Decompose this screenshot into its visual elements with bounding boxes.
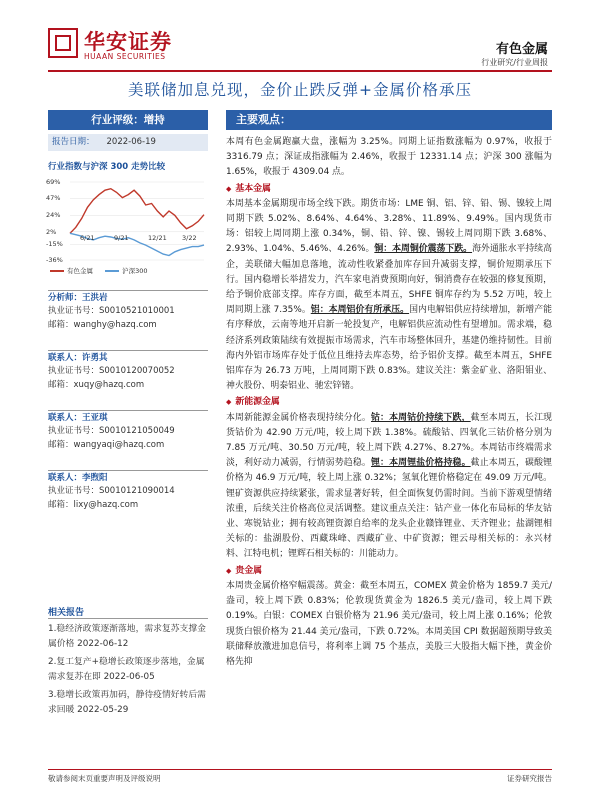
index-chart bbox=[44, 176, 210, 276]
license-number: 执业证书号：S0010120070052 bbox=[48, 366, 175, 376]
analyst-role: 联系人：王亚琪 bbox=[48, 410, 208, 424]
license-number: 执业证书号：S0010121090014 bbox=[48, 486, 175, 496]
series-line-0 bbox=[70, 189, 204, 234]
y-tick-label: -15% bbox=[46, 240, 63, 249]
report-type: 行业研究/行业周报 bbox=[481, 58, 548, 67]
report-date: 2022-06-19 bbox=[106, 137, 156, 147]
related-item[interactable]: 2.复工复产+稳增长政策逐步落地，金属需求复苏在即 2022-06-05 bbox=[48, 657, 205, 682]
legend-item-sector bbox=[50, 267, 93, 275]
analyst-role: 联系人：许勇其 bbox=[48, 350, 208, 364]
report-date-row bbox=[48, 134, 208, 151]
analyst-role: 分析师：王洪岩 bbox=[48, 290, 208, 304]
analyst-role: 联系人：李煦阳 bbox=[48, 470, 208, 484]
email-link[interactable]: 邮箱：xuqy@hazq.com bbox=[48, 380, 145, 390]
base-metals-paragraph: 本周基本金属期现市场全线下跌。期货市场：LME 铜、铝、锌、铅、锡、镍较上周同期下跌 5.02%、8.64%、4.64%、3.28%、11.89%、9.49%。国内现货市场：铝较上周同期上涨 0.34%，铜、铅、锌、镍、锡较上周同期下跌 3.68%、2.93%、1.04%、5.46%、4.26%。铜：本周铜价震荡下跌。海外通胀水平持续高企，美联储大幅加息落地，流动性收紧叠加库存回升减弱支撑，铜价短期承压下行。国内稳增长举措发力，汽车家电消费预期向好，铜消费存在较强的修复预期，给予铜价底部支撑。库存方面，截至本周五，SHFE 铜库存约为 5.52 万吨，较上周同期上涨 7.35%。铝：本周铝价有所承压。国内电解铝供应持续增加，新增产能有序释放，云南等地开启新一轮投复产，电解铝供应流动性有望增加。需求端，稳经济系列政策陆续有效提振市场需求，汽车市场整体回升，基建仍维持韧性。目前海内外铝市场库存处于低位且维持去库态势，给予铝价支撑。截至本周五，SHFE 铝库存为 26.73 万吨，上周同期下跌 0.83%。建议关注：紫金矿业、洛阳钼业、神火股份、明泰铝业、驰宏锌锗。 bbox=[226, 198, 553, 392]
related-head: 相关报告 bbox=[48, 605, 208, 619]
section-heading: ◆ 贵金属 bbox=[226, 565, 263, 576]
x-tick-label: 6/21 bbox=[80, 233, 95, 242]
y-tick-label: 47% bbox=[46, 194, 61, 203]
y-tick-label: 2% bbox=[46, 227, 57, 236]
related-item[interactable]: 1.稳经济政策逐渐落地，需求复苏支撑金属价格 2022-06-12 bbox=[48, 624, 206, 649]
sector-label: 有色金属 bbox=[495, 42, 548, 57]
legend-swatch bbox=[50, 270, 64, 272]
header-rule bbox=[48, 70, 552, 72]
rating-bar: 行业评级：增持 bbox=[48, 110, 208, 130]
email-link[interactable]: 邮箱：wangyaqi@hazq.com bbox=[48, 440, 165, 450]
legend-label: 有色金属 bbox=[67, 267, 93, 275]
brand-name-en: HUAAN SECURITIES bbox=[84, 52, 166, 61]
chart-title: 行业指数与沪深 300 走势比较 bbox=[48, 162, 166, 172]
analyst-block bbox=[48, 410, 208, 452]
x-tick-label: 3/22 bbox=[182, 233, 197, 242]
y-tick-label: 24% bbox=[46, 211, 61, 220]
email-link[interactable]: 邮箱：lixy@hazq.com bbox=[48, 500, 139, 510]
section-heading: ◆ 新能源金属 bbox=[226, 397, 280, 408]
precious-metals-paragraph: 本周贵金属价格窄幅震荡。黄金：截至本周五，COMEX 黄金价格为 1859.7 美元/盎司，较上周下跌 0.83%；伦敦现货黄金为 1826.5 美元/盎司，较上周下跌 0.19%。白银：COMEX 白银价格为 21.96 美元/盎司，较上周上涨 0.16%；伦敦现货白银价格为 21.44 美元/盎司，下跌 0.72%。本周美国 CPI 数据超预期导致美联储释放激进加息信号，将利率上调 75 个基点，美股三大股指大幅下挫，黄金价格先抑 bbox=[226, 580, 552, 667]
related-item[interactable]: 3.稳增长政策再加码，静待疫情好转后需求回暖 2022-05-29 bbox=[48, 690, 206, 715]
footer-label: 证券研究报告 bbox=[507, 774, 552, 783]
intro-paragraph: 本周有色金属跑赢大盘，涨幅为 3.25%。同期上证指数涨幅为 0.97%，收报于 3316.79 点；深证成指涨幅为 2.46%，收报于 12331.14 点；沪深 300 涨幅为 1.65%，收报于 4309.04 点。 bbox=[226, 137, 552, 178]
bullet-icon: ◆ bbox=[226, 184, 232, 193]
section-heading: ◆ 基本金属 bbox=[226, 183, 271, 194]
footer-disclaimer: 敬请参阅末页重要声明及评级说明 bbox=[48, 774, 161, 783]
license-number: 执业证书号：S0010121050049 bbox=[48, 426, 175, 436]
new-energy-paragraph: 本周新能源金属价格表现持续分化。钴：本周钴价持续下跌，截至本周五，长江现货钴价为 42.90 万元/吨，较上周下跌 1.38%。硫酸钴、四氧化三钴价格分别为 7.85 万元/吨、30.50 万元/吨，较上周下跌 4.27%、8.27%。本周钴市终端需求淡，利好动力减弱，行情弱势趋稳。锂：本周锂盐价格持稳。截止本周五，碳酸锂价格为 46.9 万元/吨，较上周上涨 0.32%；氢氧化锂价格稳定在 49.09 万元/吨。锂矿资源供应持续紧张，需求显著好转，但全面恢复仍需时间。当前下游观望情绪浓重，后续关注价格高位灵活调整。建议重点关注：钴产业一体化布局标的华友钴业、寒锐钴业；拥有较高锂资源自给率的龙头企业赣锋锂业、天齐锂业；盐湖锂相关标的：盐湖股份、西藏珠峰、西藏矿业、中矿资源；锂云母相关标的：永兴材料、江特电机；锂辉石相关标的：川能动力。 bbox=[226, 412, 553, 560]
analyst-block bbox=[48, 350, 208, 392]
analyst-block bbox=[48, 470, 208, 512]
brand-name-cn: 华安证券 bbox=[84, 30, 172, 54]
x-tick-label: 9/21 bbox=[114, 233, 129, 242]
date-label: 报告日期： bbox=[52, 137, 95, 147]
y-tick-label: 69% bbox=[46, 178, 61, 186]
legend-item-hs300 bbox=[105, 267, 147, 275]
page-header bbox=[0, 0, 600, 70]
analyst-block bbox=[48, 290, 208, 332]
x-tick-label: 12/21 bbox=[148, 233, 167, 242]
y-tick-label: -36% bbox=[46, 256, 63, 264]
email-link[interactable]: 邮箱：wanghy@hazq.com bbox=[48, 320, 157, 330]
main-points-head: 主要观点： bbox=[226, 110, 552, 130]
footer-rule bbox=[48, 769, 552, 770]
logo-icon bbox=[48, 28, 78, 58]
license-number: 执业证书号：S0010521010001 bbox=[48, 306, 175, 316]
bullet-icon: ◆ bbox=[226, 566, 232, 575]
chart-svg bbox=[44, 176, 210, 266]
main-body bbox=[226, 135, 552, 670]
related-reports bbox=[48, 605, 208, 718]
chart-legend bbox=[50, 266, 210, 275]
report-title: 美联储加息兑现，金价止跌反弹+金属价格承压 bbox=[128, 81, 472, 99]
bullet-icon: ◆ bbox=[226, 398, 232, 407]
legend-swatch bbox=[105, 270, 119, 272]
legend-label: 沪深300 bbox=[122, 267, 148, 275]
